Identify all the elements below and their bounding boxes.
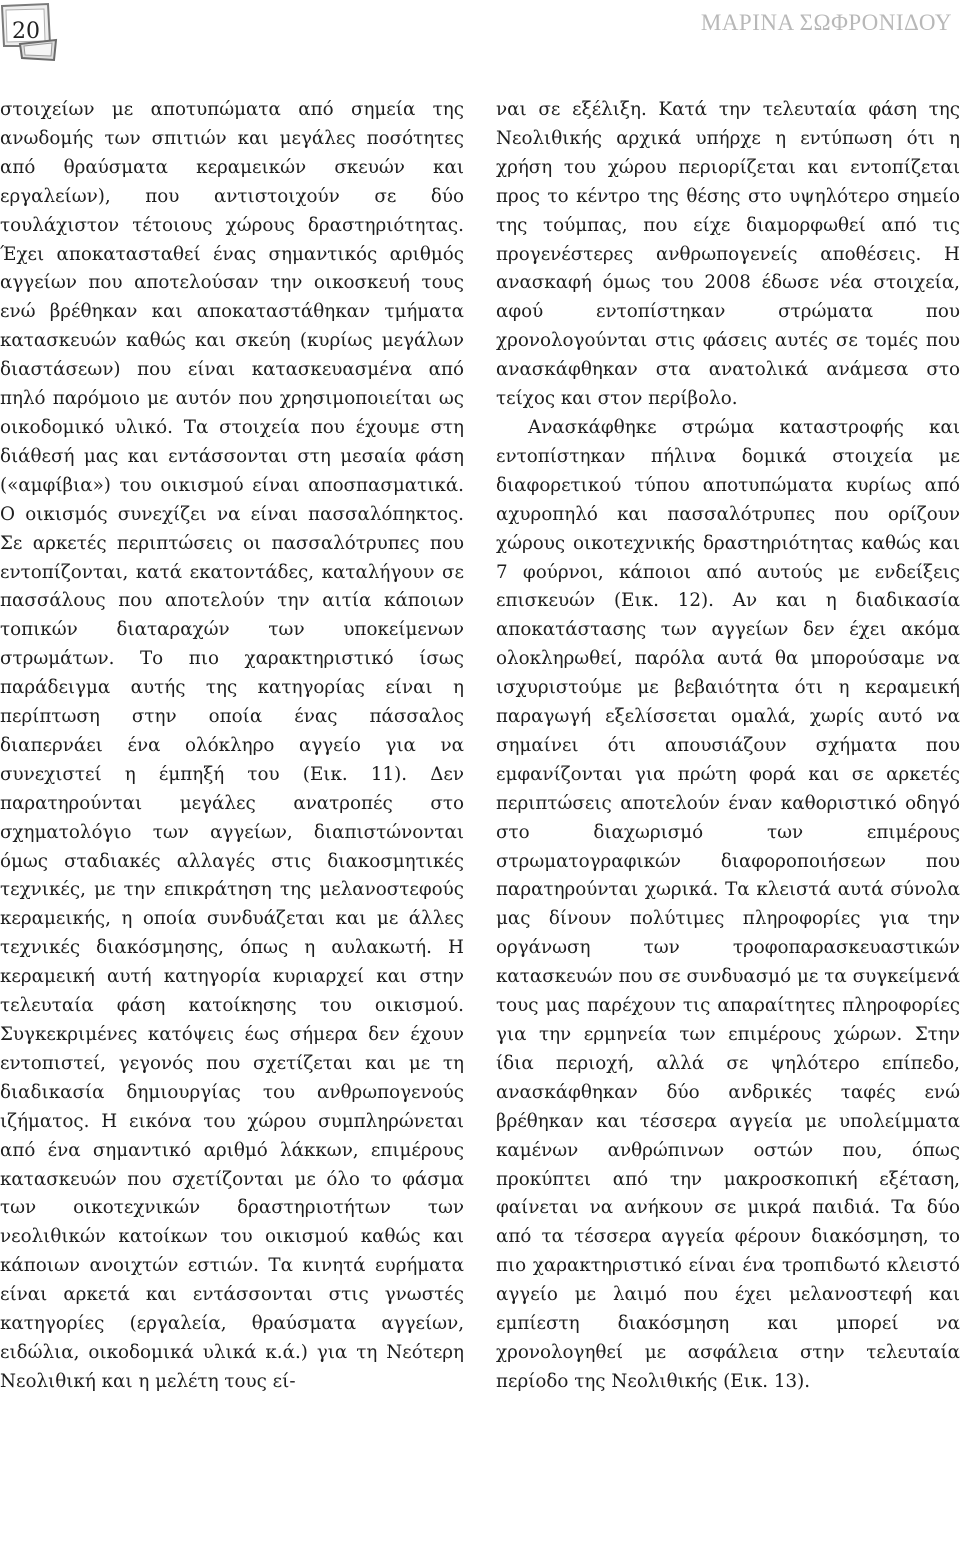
right-column bbox=[496, 96, 960, 1397]
running-head-author: ΜΑΡΙΝΑ ΣΩΦΡΟΝΙΔΟΥ bbox=[700, 10, 952, 35]
page-header bbox=[0, 0, 960, 64]
page-number: 20 bbox=[12, 19, 40, 44]
right-paragraph-continued: ναι σε εξέλιξη. Κατά την τελευταία φάση της Νεολιθικής αρχικά υπήρχε η εντύπωση ότι η χρήση του χώρου περιορίζεται και εντοπίζεται προς το κέντρο της θέσης στο υψηλότερο σημείο της τούμπας, που είχε διαμορφωθεί από τις προγενέστερες ανθρωπογενείς αποθέσεις. Η ανασκαφή όμως του 2008 έδωσε νέα στοιχεία, αφού εντοπίστηκαν στρώματα που χρονολογούνται στις φάσεις αυτές σε τομές που ανασκάφθηκαν στα ανατολικά ανάμεσα στο τείχος και στον περίβολο. bbox=[496, 99, 960, 410]
left-column bbox=[0, 96, 464, 1397]
left-paragraph: στοιχείων με αποτυπώματα από σημεία της ανωδομής των σπιτιών και μεγάλες ποσότητες από θραύσματα κεραμεικών σκευών και εργαλείων), που αντιστοιχούν σε δύο τουλάχιστον τέτοιους χώρους δραστηριότητας. Έχει αποκατασταθεί ένας σημαντικός αριθμός αγγείων που αποτελούσαν την οικοσκευή τους ενώ βρέθηκαν και αποκαταστάθηκαν τμήματα κατασκευών καθώς και σκεύη (κυρίως μεγάλων διαστάσεων) που είναι κατασκευασμένα από πηλό παρόμοιο με αυτόν που χρησιμοποιείται ως οικοδομικό υλικό. Τα στοιχεία που έχουμε στη διάθεσή μας και εντάσσονται στη μεσαία φάση («αμφίβια») του οικισμού είναι αποσπασματικά. Ο οικισμός συνεχίζει να είναι πασσαλόπηκτος. Σε αρκετές περιπτώσεις οι πασσαλότρυπες που εντοπίζονται, κατά εκατοντάδες, καταλήγουν σε πασσάλους που αποτελούν την αιτία κάποιων τοπικών διαταραχών των υποκείμενων στρωμάτων. Το πιο χαρακτηριστικό ίσως παράδειγμα αυτής της κατηγορίας είναι η περίπτωση στην οποία ένας πάσσαλος διαπερνάει ένα ολόκληρο αγγείο για να συνεχιστεί η έμπηξή του (Εικ. 11). Δεν παρατηρούνται μεγάλες ανατροπές στο σχηματολόγιο των αγγείων, διαπιστώνονται όμως σταδιακές αλλαγές στις διακοσμητικές τεχνικές, με την επικράτηση της μελανοστεφούς κεραμεικής, η οποία συνδυάζεται και με άλλες τεχνικές διακόσμησης, όπως η αυλακωτή. Η κεραμεική αυτή κατηγορία κυριαρχεί και στην τελευταία φάση κατοίκησης του οικισμού. Συγκεκριμένες κατόψεις έως σήμερα δεν έχουν εντοπιστεί, γεγονός που σχετίζεται και με τη διαδικασία δημιουργίας του ανθρωπογενούς ιζήματος. Η εικόνα του χώρου συμπληρώνεται από ένα σημαντικό αριθμό λάκκων, επιμέρους κατασκευών που σχετίζονται με όλο το φάσμα των οικοτεχνικών δραστηριοτήτων των νεολιθικών κατοίκων του οικισμού καθώς και κάποιων ανοιχτών εστιών. Τα κινητά ευρήματα είναι αρκετά και εντάσσονται στις γνωστές κατηγορίες (εργαλεία, θραύσματα αγγείων, ειδώλια, οικοδομικά υλικά κ.ά.) για τη Νεότερη Νεολιθική και η μελέτη τους εί- bbox=[0, 99, 464, 1392]
page-number-badge bbox=[0, 0, 58, 62]
right-paragraph-indented: Ανασκάφθηκε στρώμα καταστροφής και εντοπίστηκαν πήλινα δομικά στοιχεία με διαφορετικού τύπου αποτυπώματα κυρίως από αχυροπηλό και πασσαλότρυπες που ορίζουν χώρους οικοτεχνικής δραστηριότητας καθώς και 7 φούρνοι, κάποιοι από αυτούς με ενδείξεις επισκευών (Εικ. 12). Αν και η διαδικασία αποκατάστασης των αγγείων δεν έχει ακόμα ολοκληρωθεί, παρόλα αυτά θα μπορούσαμε να ισχυριστούμε με βεβαιότητα ότι η κεραμεική παραγωγή εξελίσσεται ομαλά, χωρίς αυτό να σημαίνει ότι απουσιάζουν σχήματα που εμφανίζονται για πρώτη φορά και σε αρκετές περιπτώσεις αποτελούν έναν καθοριστικό οδηγό στο διαχωρισμό των επιμέρους στρωματογραφικών διαφοροποιήσεων που παρατηρούνται χωρικά. Τα κλειστά αυτά σύνολα μας δίνουν πολύτιμες πληροφορίες για την οργάνωση των τροφοπαρασκευαστικών κατασκευών που σε συνδυασμό με τα συγκείμενά τους μας παρέχουν τις απαραίτητες πληροφορίες για την ερμηνεία των επιμέρους χώρων. Στην ίδια περιοχή, αλλά σε ψηλότερο επίπεδο, ανασκάφθηκαν δύο ανδρικές ταφές ενώ βρέθηκαν και τέσσερα αγγεία με υπολείμματα καμένων ανθρώπινων οστών που, όπως προκύπτει από την μακροσκοπική εξέταση, φαίνεται να ανήκουν σε μικρά παιδιά. Τα δύο από τα τέσσερα αγγεία φέρουν διακόσμηση, το πιο χαρακτηριστικό είναι ένα τροπιδωτό κλειστό αγγείο με λαιμό που έχει μελανοστεφή και εμπίεστη διακόσμηση και μπορεί να χρονολογηθεί με ασφάλεια στην τελευταία περίοδο της Νεολιθικής (Εικ. 13). bbox=[496, 416, 960, 1392]
